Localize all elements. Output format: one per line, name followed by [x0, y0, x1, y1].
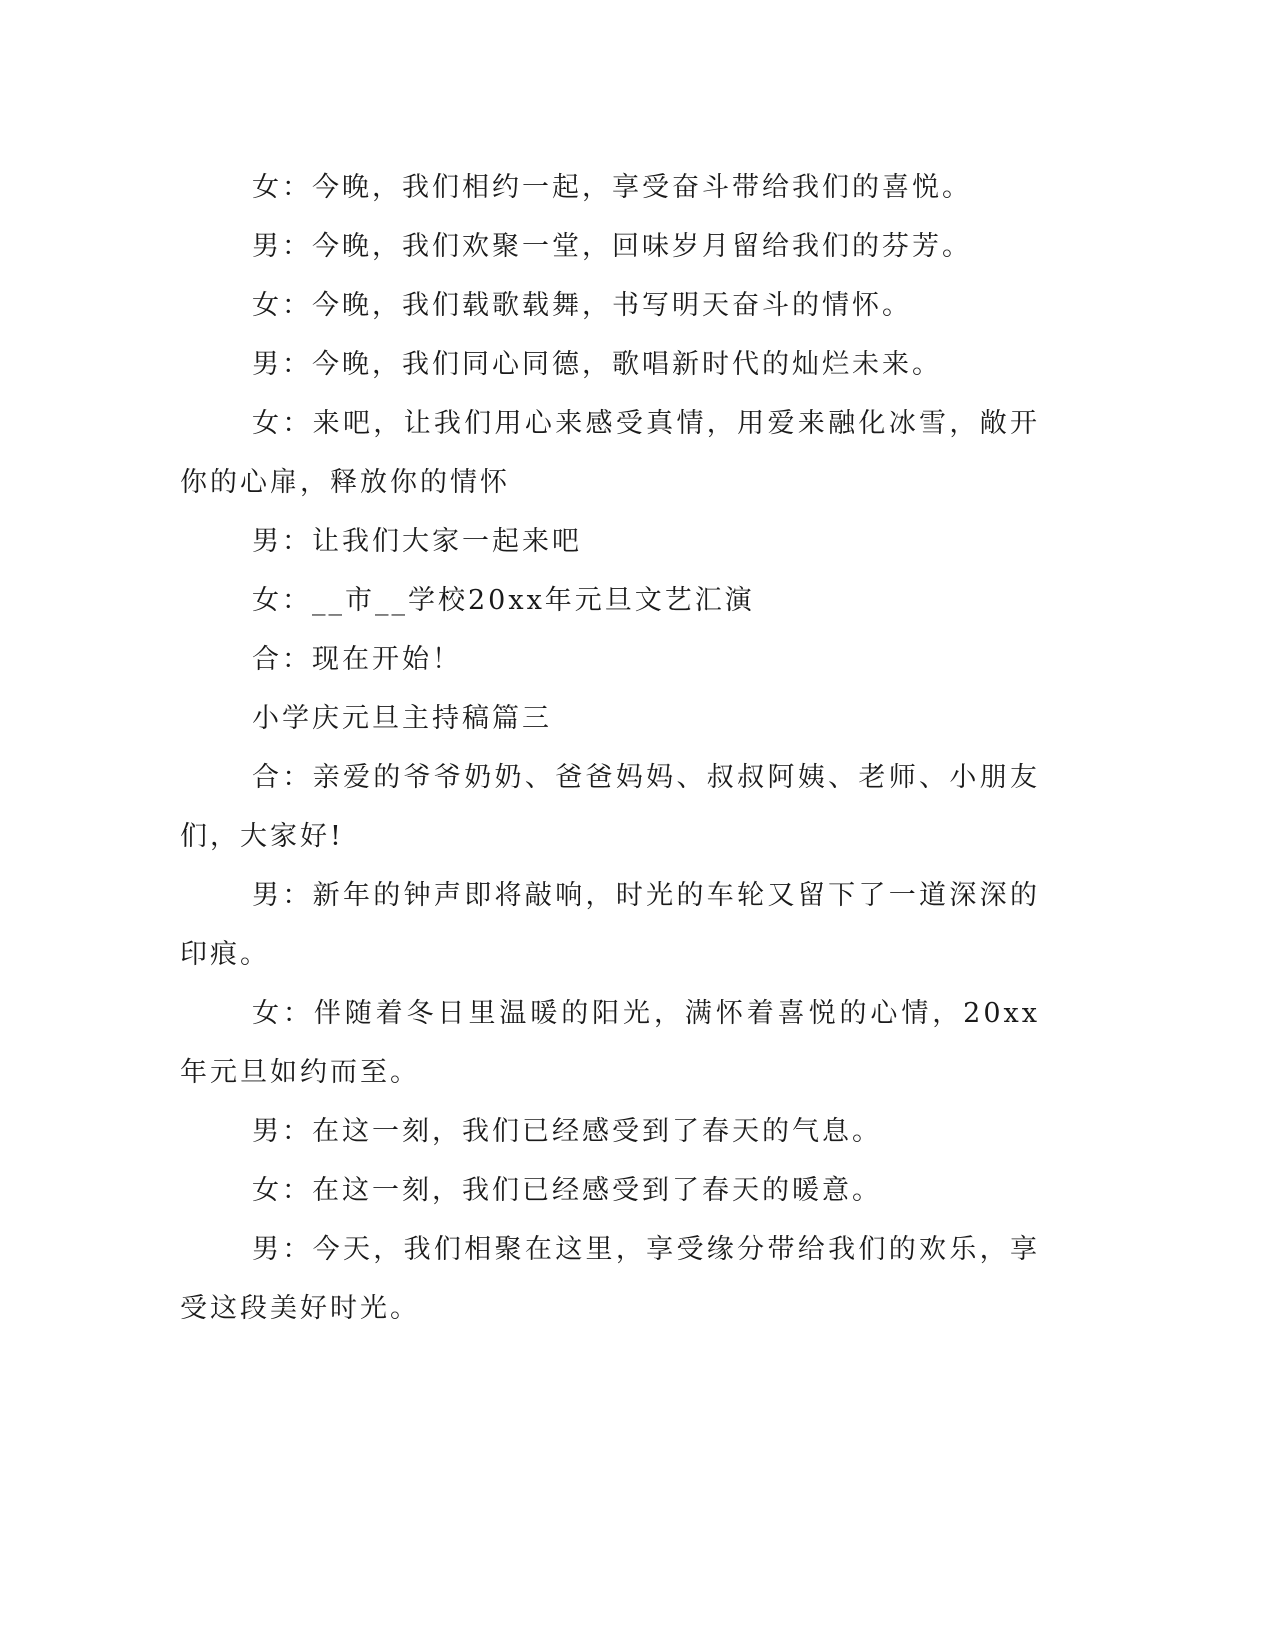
document-body	[180, 158, 1040, 1338]
paragraph-8: 合：现在开始！	[252, 644, 462, 675]
paragraph-5: 女：来吧，让我们用心来感受真情，用爱来融化冰雪，敞开你的心扉，释放你的情怀	[180, 408, 1040, 498]
paragraph-11: 男：新年的钟声即将敲响，时光的车轮又留下了一道深深的印痕。	[180, 880, 1040, 970]
paragraph-13: 男：在这一刻，我们已经感受到了春天的气息。	[252, 1116, 882, 1147]
paragraph-12: 女：伴随着冬日里温暖的阳光，满怀着喜悦的心情，20xx年元旦如约而至。	[180, 998, 1040, 1088]
paragraph-3: 女：今晚，我们载歌载舞，书写明天奋斗的情怀。	[252, 290, 912, 321]
paragraph-7: 女：__市__学校20xx年元旦文艺汇演	[252, 585, 755, 616]
paragraph-10: 合：亲爱的爷爷奶奶、爸爸妈妈、叔叔阿姨、老师、小朋友们，大家好!	[180, 762, 1040, 852]
paragraph-1: 女：今晚，我们相约一起，享受奋斗带给我们的喜悦。	[252, 172, 972, 203]
paragraph-2: 男：今晚，我们欢聚一堂，回味岁月留给我们的芬芳。	[252, 231, 972, 262]
section-heading: 小学庆元旦主持稿篇三	[252, 703, 552, 734]
paragraph-6: 男：让我们大家一起来吧	[252, 526, 582, 557]
paragraph-4: 男：今晚，我们同心同德，歌唱新时代的灿烂未来。	[252, 349, 942, 380]
paragraph-14: 女：在这一刻，我们已经感受到了春天的暖意。	[252, 1175, 882, 1206]
paragraph-15: 男：今天，我们相聚在这里，享受缘分带给我们的欢乐，享受这段美好时光。	[180, 1234, 1040, 1324]
